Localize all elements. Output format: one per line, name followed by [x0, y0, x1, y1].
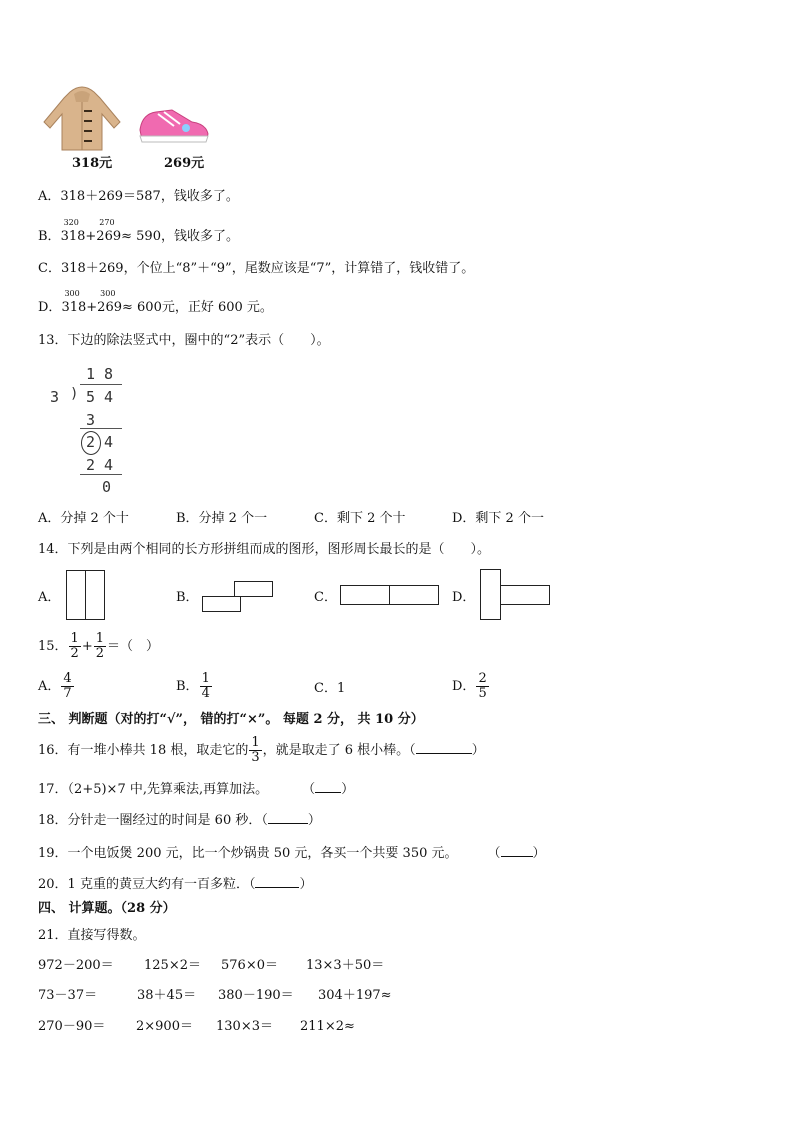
q17: 17．（2+5)×7 中,先算乘法,再算加法。 （ ） [38, 782, 355, 797]
figure-b-rect-1 [234, 581, 273, 597]
calc-item: 304＋197≈ [318, 988, 392, 1003]
division-dividend: 5 4 [86, 388, 114, 406]
q13-stem: 13．下边的除法竖式中，圈中的“2”表示（ ）。 [38, 333, 330, 348]
q13-option-d: D．剩下 2 个一 [452, 511, 544, 526]
coat-image [40, 84, 124, 152]
division-final: 0 [102, 478, 112, 496]
q18: 18．分针走一圈经过的时间是 60 秒．（ ） [38, 813, 321, 828]
q21-stem: 21．直接写得数。 [38, 928, 146, 943]
calc-item: 2×900＝ [136, 1019, 193, 1034]
shoes-price: 269元 [164, 156, 205, 171]
calc-item: 380－190＝ [218, 988, 294, 1003]
q13-option-b: B．分掉 2 个一 [176, 511, 268, 526]
section-4-heading: 四、 计算题。（28 分） [38, 901, 176, 916]
division-quotient: 1 8 [86, 365, 114, 383]
figure-c-rect-2 [389, 585, 439, 605]
q13-option-c: C．剩下 2 个十 [314, 511, 406, 526]
calc-item: 576×0＝ [221, 958, 278, 973]
q15-option-c: C．1 [314, 681, 346, 696]
sneaker-icon [136, 104, 212, 146]
division-bracket: ) [70, 386, 79, 402]
long-division [44, 364, 154, 498]
division-step1: 3 [86, 411, 96, 429]
figure-c-rect-1 [340, 585, 390, 605]
q15-fraction-2: $\frac{1}{2}$ [95, 631, 105, 661]
q12-option-d: D． 300 318+ 300 269≈ 600元，正好 600 元。 [38, 289, 273, 315]
q14-label-d: D． [452, 590, 476, 605]
coat-price: 318元 [72, 156, 113, 171]
q19: 19．一个电饭煲 200 元，比一个炒锅贵 50 元，各买一个共要 350 元。 （ ） [38, 846, 546, 861]
section-3-heading: 三、 判断题（对的打“√”， 错的打“×”。 每题 2 分， 共 10 分） [38, 712, 424, 727]
q15-option-a: A． $\frac{4}{7}$ [38, 671, 72, 701]
q15-option-b: B． $\frac{1}{4}$ [176, 671, 210, 701]
calc-item: 211×2≈ [300, 1019, 355, 1034]
calc-item: 972－200＝ [38, 958, 114, 973]
coat-icon [40, 84, 124, 152]
q14-label-a: A． [38, 590, 61, 605]
q12-option-a: A．318＋269＝587，钱收多了。 [38, 189, 239, 204]
division-remainder-circled: 2 [86, 433, 96, 451]
calc-item: 130×3＝ [216, 1019, 273, 1034]
q12-option-b: B． 320 318+ 270 269≈ 590，钱收多了。 [38, 218, 239, 244]
q14-label-c: C． [314, 590, 337, 605]
q20: 20．1 克重的黄豆大约有一百多粒．（ ） [38, 877, 313, 892]
calc-item: 125×2＝ [144, 958, 201, 973]
calc-item: 38＋45＝ [137, 988, 197, 1003]
division-remainder-rest: 4 [104, 433, 114, 451]
q14-label-b: B． [176, 590, 199, 605]
calc-item: 73－37＝ [38, 988, 98, 1003]
calc-item: 270－90＝ [38, 1019, 106, 1034]
figure-a-rect-2 [85, 570, 105, 620]
figure-a-rect-1 [66, 570, 86, 620]
division-step2: 2 4 [86, 456, 114, 474]
figure-b-rect-2 [202, 596, 241, 612]
q16: 16．有一堆小棒共 18 根，取走它的 $\frac{1}{3}$ ，就是取走了 6 根小棒。（ ） [38, 735, 485, 765]
q15-fraction-1: $\frac{1}{2}$ [70, 631, 79, 661]
calc-item: 13×3＋50＝ [306, 958, 385, 973]
q15-option-d: D． $\frac{2}{5}$ [452, 671, 487, 701]
q15-stem: 15． $\frac{1}{2}$ + $\frac{1}{2}$ ＝（ ） [38, 631, 160, 661]
q12-option-c: C．318＋269，个位上“8”＋“9”，尾数应该是“7”，计算错了，钱收错了。 [38, 261, 475, 276]
division-divisor: 3 [50, 388, 60, 406]
q16-fraction: $\frac{1}{3}$ [251, 735, 260, 765]
q13-option-a: A．分掉 2 个十 [38, 511, 129, 526]
figure-d-rect-1 [480, 569, 501, 620]
q14-stem: 14．下列是由两个相同的长方形拼组而成的图形，图形周长最长的是（ ）。 [38, 542, 491, 557]
shoes-image [136, 104, 212, 146]
figure-d-rect-2 [500, 585, 550, 605]
